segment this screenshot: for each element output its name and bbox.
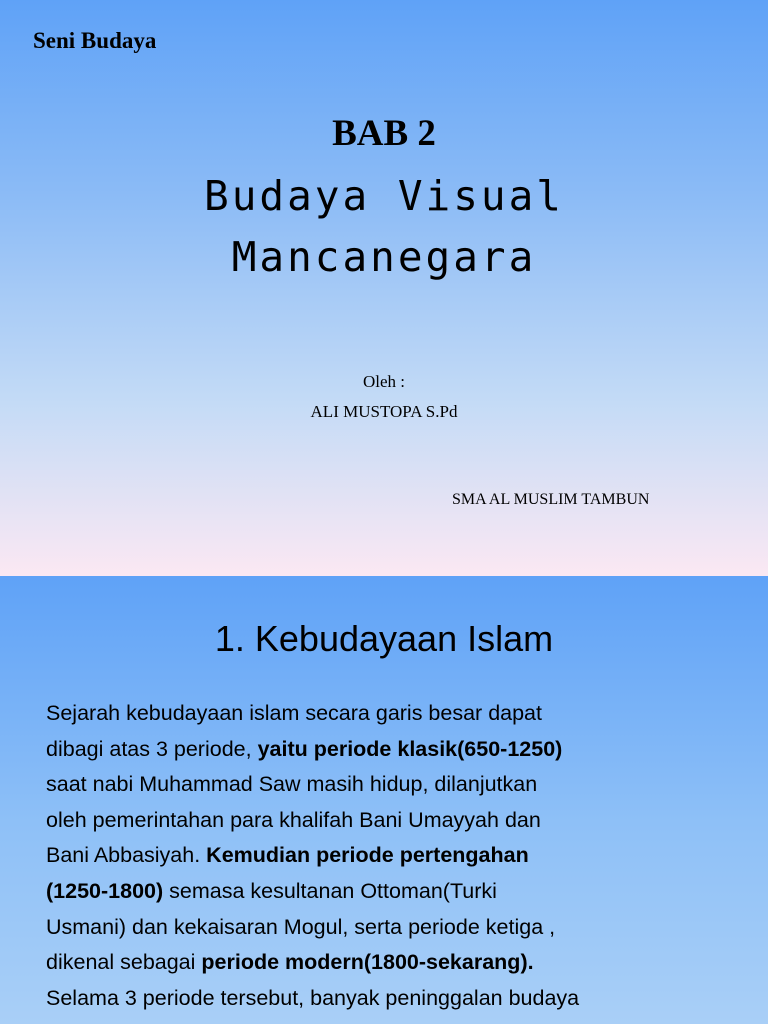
paragraph-line [46,874,736,910]
paragraph-line: Sejarah kebudayaan islam secara garis besar dapat [46,701,542,725]
slide-title-line-1: Budaya Visual [204,172,564,220]
paragraph-line [46,838,736,874]
paragraph-line [46,945,736,981]
bold-text-run: (1250-1800) [46,878,164,903]
slide-title-line-2: Mancanegara [231,233,537,281]
paragraph-line: oleh pemerintahan para khalifah Bani Umayyah dan [46,807,541,832]
paragraph-line: Usmani) dan kekaisaran Mogul, serta periode ketiga , [46,914,556,939]
text-run: Bani Abbasiyah. [46,843,207,868]
content-slide [0,576,768,1024]
by-label: Oleh : [362,372,406,391]
chapter-number: BAB 2 [332,113,436,154]
section-heading: 1. Kebudayaan Islam [214,618,554,659]
paragraph-line: saat nabi Muhammad Saw masih hidup, dilanjutkan [46,772,538,797]
subject-label: Seni Budaya [33,28,157,53]
text-run: semasa kesultanan Ottoman(Turki [163,878,497,903]
text-run: dikenal sebagai [46,950,202,975]
bold-text-run: periode modern(1800-sekarang). [201,950,534,975]
bold-text-run: Kemudian periode pertengahan [206,843,529,868]
paragraph-line [46,732,736,768]
paragraph-line: Selama 3 periode tersebut, banyak peninggalan budaya [46,985,580,1010]
body-paragraph [46,696,736,1016]
bold-text-run: yaitu periode klasik(650-1250) [257,736,563,761]
text-run: dibagi atas 3 periode, [46,736,258,761]
author-name: ALI MUSTOPA S.Pd [310,402,458,421]
school-name: SMA AL MUSLIM TAMBUN [452,491,650,508]
